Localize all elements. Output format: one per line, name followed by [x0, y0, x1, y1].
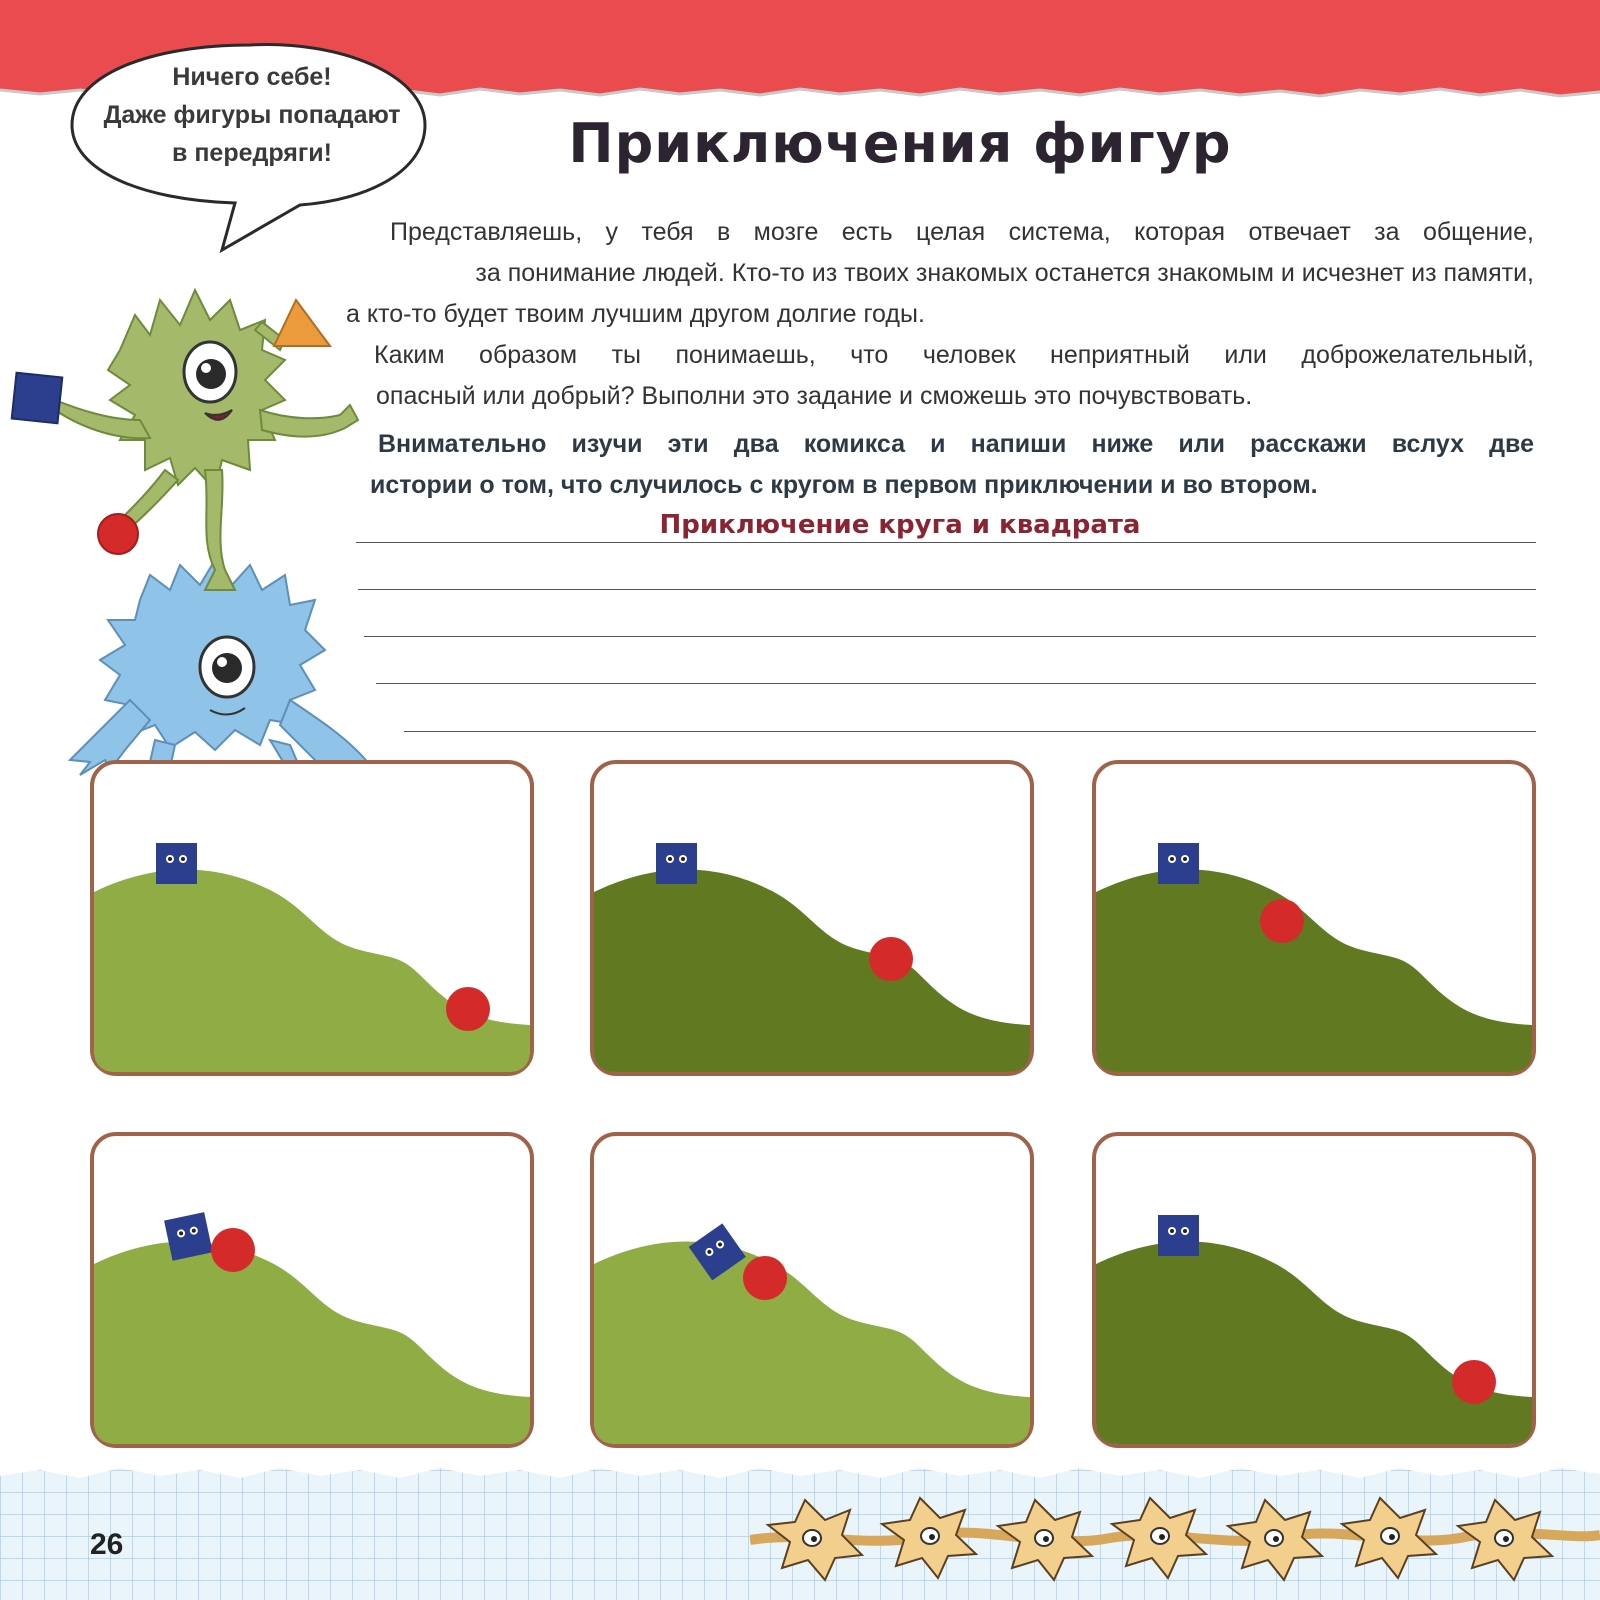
intro-line: опасный или добрый? Выполни это задание и сможешь это почувствовать. — [376, 382, 1253, 410]
bubble-line: Ничего себе! — [172, 63, 332, 91]
writing-line[interactable] — [404, 731, 1536, 732]
bubble-line: Даже фигуры попадают — [103, 101, 401, 129]
red-circle-character — [1452, 1360, 1496, 1404]
red-circle-character — [869, 937, 913, 981]
red-circle-character — [1260, 899, 1304, 943]
blue-square-shape — [12, 373, 63, 424]
comic-panel-6 — [1092, 1132, 1536, 1448]
red-circle-character — [446, 987, 490, 1031]
bubble-line: в передряги! — [172, 139, 332, 167]
blue-square-character — [656, 843, 697, 884]
intro-text — [300, 212, 1534, 417]
comic-panel-4 — [90, 1132, 534, 1448]
intro-line: Представляешь, у тебя в мозге есть целая система, которая отвечает за общение, — [390, 218, 1534, 246]
comic-panel-1 — [90, 760, 534, 1076]
blue-square-character — [1158, 1215, 1199, 1256]
blue-square-character — [156, 843, 197, 884]
writing-line[interactable] — [358, 589, 1536, 590]
neuron-chain-decoration — [750, 1480, 1600, 1590]
red-circle-shape — [98, 514, 138, 554]
speech-bubble-text — [82, 58, 422, 172]
page-title: Приключения фигур — [568, 112, 1232, 175]
intro-line: за понимание людей. Кто-то из твоих знакомых останется знакомым и исчезнет из памяти, — [475, 259, 1534, 287]
blue-square-character — [164, 1212, 213, 1261]
intro-line: Каким образом ты понимаешь, что человек неприятный или доброжелательный, — [374, 341, 1534, 369]
monsters-illustration — [0, 270, 420, 790]
writing-line[interactable] — [356, 542, 1536, 543]
green-monster-eye — [184, 342, 236, 402]
task-text — [370, 424, 1534, 506]
task-line: Внимательно изучи эти два комикса и напиши ниже или расскажи вслух две — [378, 430, 1534, 458]
intro-line: а кто-то будет твоим лучшим другом долгие годы. — [346, 300, 925, 328]
page-number: 26 — [90, 1528, 124, 1561]
comic-subtitle: Приключение круга и квадрата — [659, 510, 1141, 540]
comic-panel-3 — [1092, 760, 1536, 1076]
task-line: истории о том, что случилось с кругом в первом приключении и во втором. — [370, 471, 1318, 499]
orange-triangle-shape — [274, 300, 330, 346]
comic-panel-5 — [590, 1132, 1034, 1448]
red-circle-character — [211, 1228, 255, 1272]
comic-panel-2 — [590, 760, 1034, 1076]
writing-line[interactable] — [364, 636, 1536, 637]
red-circle-character — [743, 1256, 787, 1300]
blue-square-character — [1158, 843, 1199, 884]
blue-monster-eye — [200, 637, 254, 697]
writing-line[interactable] — [376, 683, 1536, 684]
